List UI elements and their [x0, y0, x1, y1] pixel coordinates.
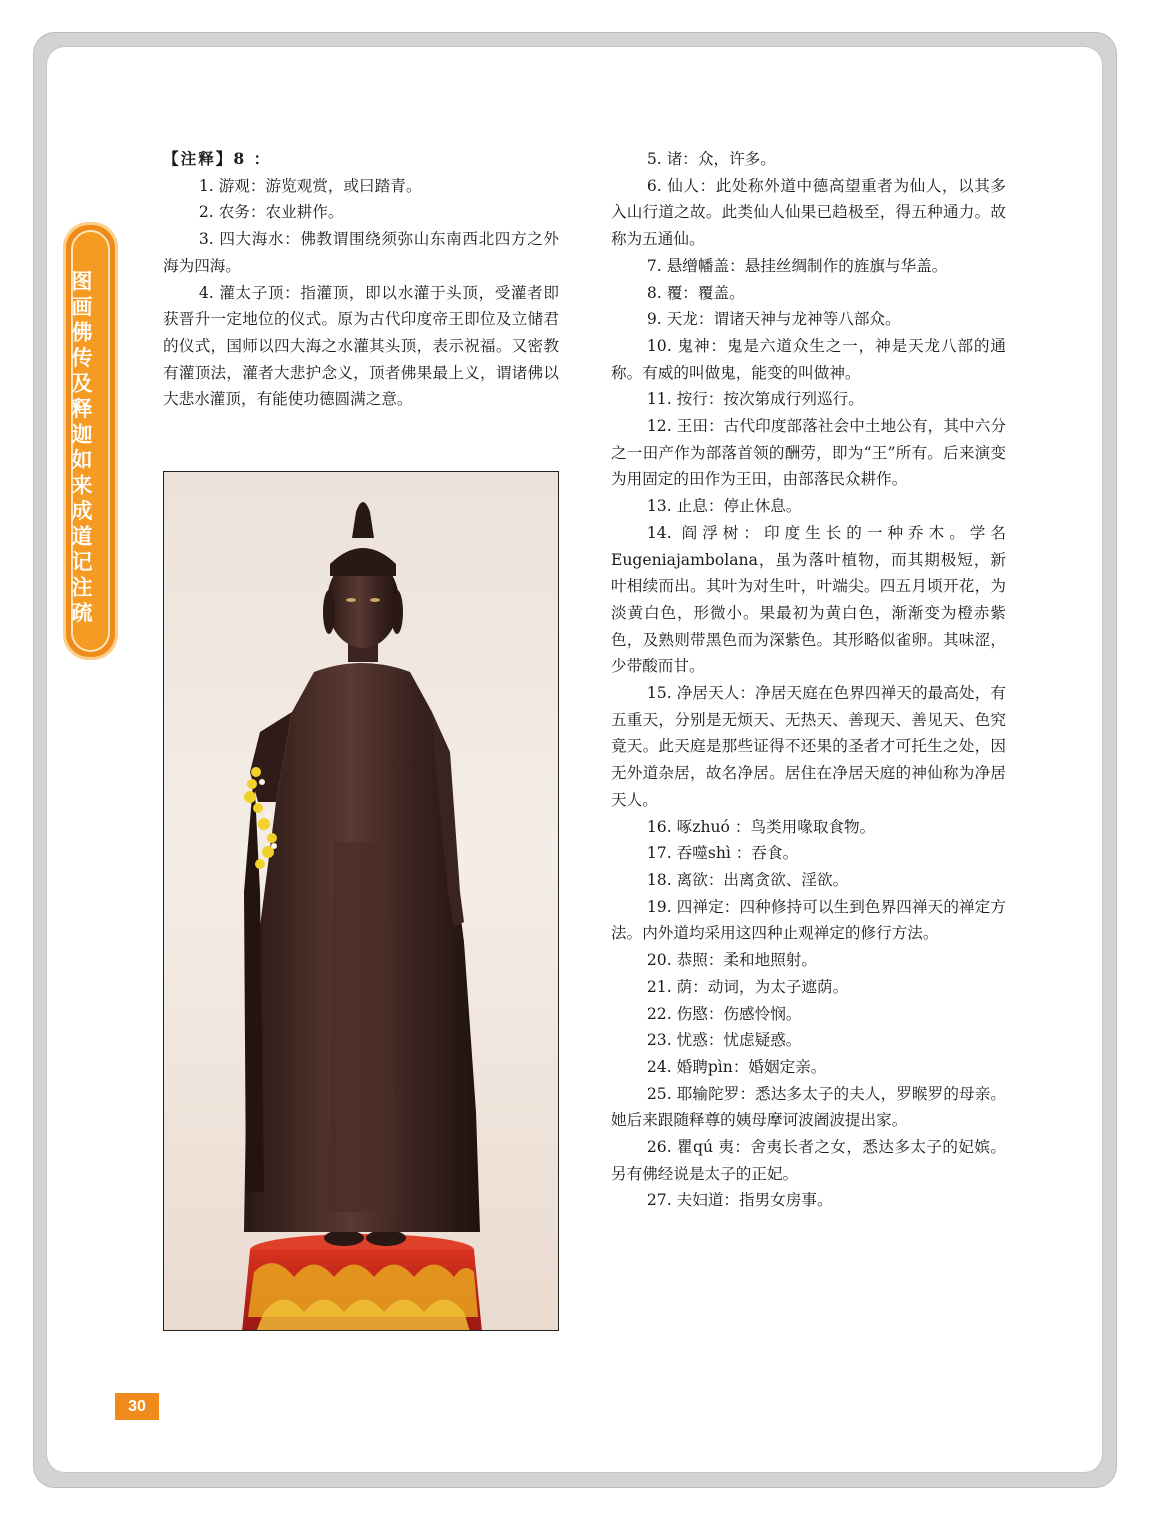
note-item: 21. 荫：动词，为太子遮荫。 [646, 977, 849, 996]
notes-heading: 【注释】8 ： [163, 149, 272, 168]
notes-left-column [163, 146, 559, 413]
note-item: 8. 覆：覆盖。 [646, 283, 745, 302]
note-item: 22. 伤愍：伤感怜悯。 [646, 1004, 802, 1023]
note-item: 5. 诸：众，许多。 [646, 150, 776, 168]
note-item: 25. 耶输陀罗：悉达多太子的夫人，罗睺罗的母亲。她后来跟随释尊的姨母摩诃波阇波提出家。 [611, 1084, 1006, 1130]
note-item: 4. 灌太子顶：指灌顶，即以水灌于头顶，受灌者即获晋升一定地位的仪式。原为古代印度帝王即位及立储君的仪式，国师以四大海之水灌其头顶，表示祝福。又密教有灌顶法，灌者大悲护念义，顶者佛果最上义，谓诸佛以大悲水灌顶，有能使功德圆满之意。 [163, 283, 559, 409]
note-item: 18. 离欲：出离贪欲、淫欲。 [646, 870, 849, 889]
note-item: 24. 婚聘pìn：婚姻定亲。 [646, 1057, 827, 1076]
note-item: 11. 按行：按次第成行列巡行。 [646, 390, 864, 409]
note-item: 3. 四大海水：佛教谓围绕须弥山东南西北四方之外海为四海。 [163, 230, 559, 275]
notes-right-column [611, 146, 1006, 1214]
page-number: 30 [115, 1393, 159, 1420]
note-item: 14. 阎浮树：印度生长的一种乔木。学名Eugeniajambolana，虽为落叶植物，而其期极短，新叶相续而出。其叶为对生叶，叶端尖。四五月顷开花，为淡黄白色，形微小。果最初为黄白色，渐渐变为橙赤紫色，及熟则带黑色而为深紫色。其形略似雀卵。其味涩，少带酸而甘。 [611, 523, 1006, 676]
note-item: 23. 忧惑：忧虑疑惑。 [646, 1031, 802, 1050]
note-item: 27. 夫妇道：指男女房事。 [646, 1191, 833, 1210]
note-item: 12. 王田：古代印度部落社会中土地公有，其中六分之一田产作为部落首领的酬劳，即为“王”所有。后来演变为用固定的田作为王田，由部落民众耕作。 [611, 417, 1006, 489]
note-item: 7. 悬缯幡盖：悬挂丝绸制作的旌旗与华盖。 [646, 256, 948, 275]
note-item: 1. 游观：游览观赏，或曰踏青。 [198, 176, 422, 195]
note-item: 26. 瞿qú 夷：舍夷长者之女，悉达多太子的妃嫔。另有佛经说是太子的正妃。 [611, 1138, 1006, 1183]
note-item: 6. 仙人：此处称外道中德高望重者为仙人，以其多入山行道之故。此类仙人仙果已趋极至，得五种通力。故称为五通仙。 [611, 176, 1006, 249]
note-item: 10. 鬼神：鬼是六道众生之一，神是天龙八部的通称。有威的叫做鬼，能变的叫做神。 [611, 336, 1006, 382]
buddha-statue-photo [163, 471, 559, 1331]
side-title-tab-inner [71, 230, 110, 652]
note-item: 16. 啄zhuó ：鸟类用喙取食物。 [646, 817, 876, 836]
note-item: 17. 吞噬shì ：吞食。 [646, 844, 799, 863]
note-item: 19. 四禅定：四种修持可以生到色界四禅天的禅定方法。内外道均采用这四种止观禅定的修行方法。 [611, 897, 1006, 943]
note-item: 20. 恭照：柔和地照射。 [646, 951, 817, 970]
note-item: 2. 农务：农业耕作。 [198, 203, 344, 222]
standing-buddha-statue-image [164, 472, 559, 1331]
note-item: 9. 天龙：谓诸天神与龙神等八部众。 [646, 310, 901, 329]
note-item: 13. 止息：停止休息。 [646, 497, 802, 516]
side-title-tab [63, 222, 118, 660]
side-title: 图画佛传及释迦如来成道记注疏 [69, 270, 93, 627]
note-item: 15. 净居天人：净居天庭在色界四禅天的最高处，有五重天，分别是无烦天、无热天、善现天、善见天、色究竟天。此天庭是那些证得不还果的圣者才可托生之处，因无外道杂居，故名净居。居住在净居天庭的神仙称为净居天人。 [611, 684, 1006, 809]
